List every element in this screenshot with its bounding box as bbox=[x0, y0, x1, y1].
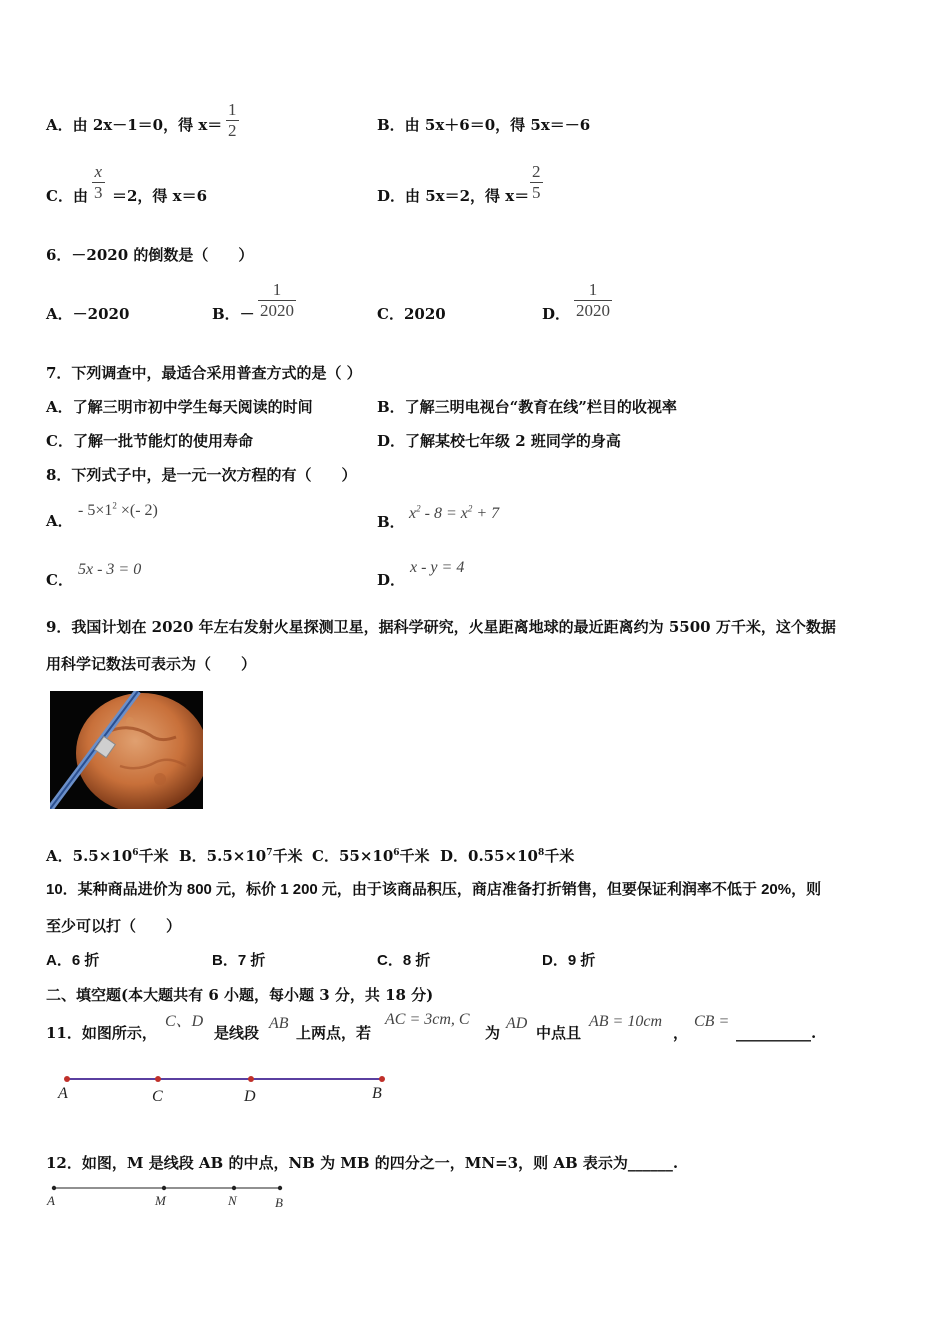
q9-d-base: D．0.55×10 bbox=[440, 847, 538, 865]
q5-d-numerator: 2 bbox=[532, 162, 541, 181]
q6-option-b-fraction bbox=[258, 280, 296, 321]
q9-option-b bbox=[179, 846, 303, 866]
q8-b-expr-exponent2: 2 bbox=[467, 503, 473, 514]
q8-b-expr-part3: + 7 bbox=[472, 505, 500, 522]
q10-option-b: B．7 折 bbox=[212, 952, 266, 969]
q12-stem: 12．如图，M 是线段 AB 的中点，NB 为 MB 的四分之一，MN=3，则 AB 表示为______. bbox=[46, 1154, 679, 1172]
q9-stem-line2: 用科学记数法可表示为（ ） bbox=[46, 655, 257, 673]
q9-option-c bbox=[312, 846, 430, 866]
q12-label-b: B bbox=[275, 1195, 283, 1210]
q11-text-3: 为 bbox=[485, 1024, 501, 1042]
q10-stem-line1: 10．某种商品进价为 800 元，标价 1 200 元，由于该商品积压，商店准备打折销售，但要保证利润率不低于 20%，则 bbox=[46, 881, 822, 898]
q8-b-expr-part1: x bbox=[409, 505, 417, 522]
q8-a-expr-part2: ×(- 2) bbox=[116, 502, 158, 519]
q11-point-a bbox=[64, 1076, 70, 1082]
q11-text-4: 中点且 bbox=[536, 1024, 582, 1042]
q9-option-d bbox=[440, 846, 574, 866]
q9-option-a bbox=[46, 846, 168, 866]
q8-b-expr-exponent1: 2 bbox=[416, 503, 421, 514]
q6-b-numerator: 1 bbox=[272, 280, 282, 299]
q11-math-ad: AD bbox=[506, 1015, 528, 1032]
q12-label-m: M bbox=[155, 1193, 166, 1208]
q6-stem: 6．－2020 的倒数是（ ） bbox=[46, 246, 254, 264]
q10-option-a: A．6 折 bbox=[46, 952, 100, 969]
q5-option-d-label: D．由 5x＝2，得 x＝ bbox=[377, 187, 530, 205]
q7-option-b: B．了解三明电视台“教育在线”栏目的收视率 bbox=[377, 398, 677, 416]
q5-a-numerator: 1 bbox=[228, 100, 237, 119]
q7-option-c: C．了解一批节能灯的使用寿命 bbox=[46, 432, 253, 450]
q9-d-unit: 千米 bbox=[544, 847, 575, 865]
q9-d-exponent: 8 bbox=[537, 848, 545, 858]
q10-stem-line2: 至少可以打（ ） bbox=[46, 918, 182, 935]
q5-option-a-label: A．由 2x－1＝0，得 x＝ bbox=[46, 116, 223, 134]
q5-a-denominator: 2 bbox=[228, 121, 237, 140]
q5-option-a-fraction bbox=[226, 100, 239, 141]
q8-stem: 8．下列式子中，是一元一次方程的有（ ） bbox=[46, 466, 357, 484]
q11-label-c: C bbox=[152, 1088, 163, 1105]
q11-segment-figure bbox=[54, 1070, 394, 1106]
q9-a-exponent: 6 bbox=[132, 848, 139, 858]
q8-option-c-label: C． bbox=[46, 571, 73, 589]
q9-a-base: A．5.5×10 bbox=[46, 847, 133, 865]
q7-option-d: D．了解某校七年级 2 班同学的身高 bbox=[377, 432, 621, 450]
q5-d-denominator: 5 bbox=[532, 183, 541, 202]
q11-point-b bbox=[379, 1076, 385, 1082]
q12-label-n: N bbox=[228, 1193, 237, 1208]
q9-c-exponent: 6 bbox=[393, 848, 400, 858]
q8-a-expr-part1: - 5×1 bbox=[78, 502, 113, 519]
q11-math-ac: AC = 3cm, C bbox=[385, 1011, 470, 1028]
q11-answer-blank[interactable]: __________. bbox=[736, 1024, 817, 1042]
q8-option-b-label: B． bbox=[377, 513, 405, 531]
q7-stem: 7．下列调查中，最适合采用普查方式的是（ ） bbox=[46, 364, 362, 382]
q11-label-d: D bbox=[244, 1088, 256, 1105]
q8-option-a-label: A． bbox=[46, 512, 73, 530]
q6-d-numerator: 1 bbox=[588, 280, 598, 299]
q12-segment-figure bbox=[44, 1180, 294, 1210]
q6-option-b-label: B．－ bbox=[212, 305, 255, 323]
q8-option-c-expression: 5x - 3 = 0 bbox=[78, 561, 142, 578]
q8-option-d-label: D． bbox=[377, 571, 406, 589]
q11-label-a: A bbox=[58, 1085, 68, 1102]
q12-point-m bbox=[162, 1186, 166, 1190]
q5-c-denominator: 3 bbox=[94, 183, 103, 202]
q11-text-2: 上两点，若 bbox=[296, 1024, 372, 1042]
q5-c-numerator: x bbox=[94, 162, 103, 181]
q7-option-a: A．了解三明市初中学生每天阅读的时间 bbox=[46, 398, 313, 416]
q9-b-exponent: 7 bbox=[266, 848, 273, 858]
q9-c-base: C．55×10 bbox=[312, 847, 394, 865]
q8-a-expr-exponent: 2 bbox=[112, 500, 117, 511]
q12-label-a: A bbox=[47, 1193, 55, 1208]
q5-option-c-fraction bbox=[92, 162, 105, 203]
q11-prefix: 11．如图所示， bbox=[46, 1024, 157, 1042]
q12-point-n bbox=[232, 1186, 236, 1190]
q11-math-cd: C、D bbox=[165, 1013, 204, 1030]
q8-option-b-expression bbox=[409, 504, 499, 524]
q11-math-ab-length: AB = 10cm bbox=[589, 1013, 662, 1030]
q9-stem-line1: 9．我国计划在 2020 年左右发射火星探测卫星，据科学研究，火星距离地球的最近距离约为 5500 万千米，这个数据 bbox=[46, 618, 836, 636]
q11-text-5: ， bbox=[673, 1024, 689, 1042]
q11-point-d bbox=[248, 1076, 254, 1082]
q8-b-expr-part2: - 8 = x bbox=[420, 505, 468, 522]
q9-a-unit: 千米 bbox=[138, 847, 169, 865]
q6-d-denominator: 2020 bbox=[576, 301, 610, 320]
q5-option-d-fraction bbox=[530, 162, 543, 203]
q12-point-b bbox=[278, 1186, 282, 1190]
q9-b-base: B．5.5×10 bbox=[179, 847, 267, 865]
q11-label-b: B bbox=[372, 1085, 382, 1102]
q9-c-unit: 千米 bbox=[399, 847, 430, 865]
q12-point-a bbox=[52, 1186, 56, 1190]
q11-math-ab: AB bbox=[269, 1015, 289, 1032]
q6-option-d-label: D． bbox=[542, 305, 571, 323]
q5-option-c-suffix: ＝2，得 x＝6 bbox=[112, 187, 208, 205]
q6-b-denominator: 2020 bbox=[260, 301, 294, 320]
q6-option-a: A．－2020 bbox=[46, 305, 130, 323]
q9-b-unit: 千米 bbox=[272, 847, 303, 865]
q11-math-cb: CB = bbox=[694, 1013, 730, 1030]
q11-point-c bbox=[155, 1076, 161, 1082]
q8-option-d-expression: x - y = 4 bbox=[410, 559, 465, 576]
q11-text-1: 是线段 bbox=[214, 1024, 260, 1042]
q6-option-d-fraction bbox=[574, 280, 612, 321]
mars-probe-image bbox=[50, 691, 203, 809]
q10-option-c: C．8 折 bbox=[377, 952, 431, 969]
section2-title: 二、填空题(本大题共有 6 小题，每小题 3 分，共 18 分) bbox=[46, 986, 434, 1004]
q5-option-b: B．由 5x＋6＝0，得 5x＝－6 bbox=[377, 116, 591, 134]
q5-option-c-prefix: C．由 bbox=[46, 187, 88, 205]
q8-option-a-expression bbox=[78, 501, 158, 521]
q10-option-d: D．9 折 bbox=[542, 952, 596, 969]
q6-option-c: C．2020 bbox=[377, 305, 446, 323]
